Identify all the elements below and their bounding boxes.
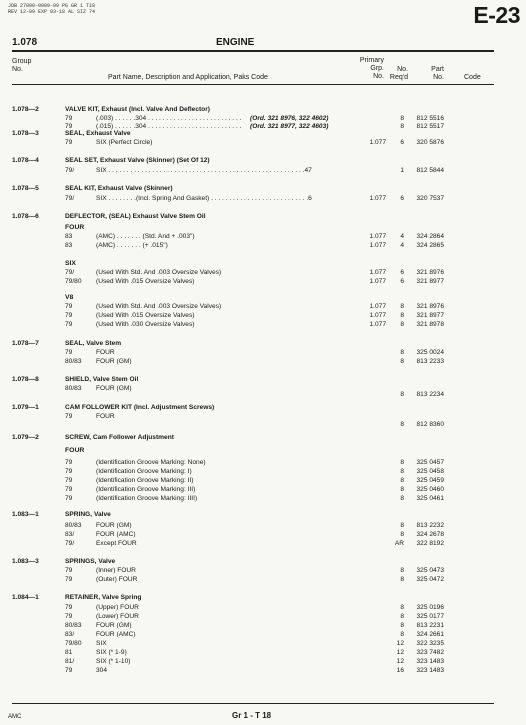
- part-number: 323 1483: [416, 658, 444, 665]
- part-row: [0, 485, 526, 494]
- model-year: 81/: [65, 658, 75, 665]
- part-title: VALVE KIT, Exhaust (Incl. Valve And Deflector): [65, 106, 210, 113]
- model-year: 79: [65, 413, 73, 420]
- header-rule: [12, 84, 494, 85]
- quantity-required: 12: [396, 658, 404, 665]
- group-number: 1.078—3: [12, 130, 39, 137]
- part-description: (Identification Groove Marking: None): [96, 459, 206, 466]
- part-number: 812 5517: [416, 123, 444, 130]
- part-number: 325 0196: [416, 604, 444, 611]
- part-description: (AMC) . . . . . . . (+ .015"): [96, 242, 168, 249]
- part-description: FOUR (GM): [96, 622, 132, 629]
- part-number: 324 2678: [416, 531, 444, 538]
- group-number: 1.078—5: [12, 185, 39, 192]
- group-number: 1.078—4: [12, 157, 39, 164]
- part-title: SEAL SET, Exhaust Valve (Skinner) (Set Of 12): [65, 157, 210, 164]
- part-number: 323 7482: [416, 649, 444, 656]
- group-row: [0, 339, 526, 348]
- part-description: (Outer) FOUR: [96, 576, 138, 583]
- part-description: SIX . . . . . . . .(Incl. Spring And Gasket) . . . . . . . . . . . . . . . . . . . . . . . . . . .6: [96, 195, 312, 202]
- model-year: 80/83: [65, 522, 82, 529]
- quantity-required: 8: [400, 459, 404, 466]
- quantity-required: 8: [400, 604, 404, 611]
- part-number: 324 2864: [416, 233, 444, 240]
- part-number: 813 2231: [416, 622, 444, 629]
- part-number: 323 1483: [416, 667, 444, 674]
- footer-page-ref: Gr 1 - T 18: [232, 711, 272, 720]
- part-description: Except FOUR: [96, 540, 137, 547]
- part-number: 325 0459: [416, 477, 444, 484]
- header-meta-line: REV 12-09 EXP 03-18 AL SIZ 74: [8, 9, 96, 15]
- header-meta: [8, 3, 95, 15]
- part-title: SPRING, Valve: [65, 511, 111, 518]
- part-row: [0, 603, 526, 612]
- quantity-required: 8: [400, 312, 404, 319]
- quantity-required: 8: [400, 531, 404, 538]
- quantity-required: 6: [400, 278, 404, 285]
- col-part-no-header: Part No.: [431, 66, 444, 81]
- part-number: 321 8976: [416, 269, 444, 276]
- group-row: [0, 557, 526, 566]
- part-number: 812 8360: [416, 421, 444, 428]
- part-description: FOUR (GM): [96, 385, 132, 392]
- group-number: 1.078—6: [12, 213, 39, 220]
- part-row: [0, 268, 526, 277]
- part-row: [0, 166, 526, 175]
- section-rule: [12, 50, 494, 52]
- part-description: (Used With Std. And .003 Oversize Valves): [96, 303, 222, 310]
- subhead-row: [0, 446, 526, 455]
- quantity-required: 8: [400, 391, 404, 398]
- order-note: (Ord. 321 8977, 322 4603): [250, 123, 329, 130]
- group-number: 1.078—8: [12, 376, 39, 383]
- quantity-required: 8: [400, 622, 404, 629]
- part-description: SIX (* 1-9): [96, 649, 127, 656]
- part-title: SCREW, Cam Follower Adjustment: [65, 434, 174, 441]
- subhead-row: [0, 293, 526, 302]
- part-row: [0, 348, 526, 357]
- model-year: 83/: [65, 531, 75, 538]
- part-title: SPRINGS, Valve: [65, 558, 116, 565]
- part-row: [0, 575, 526, 584]
- part-description: (.015) . . . . . .304 . . . . . . . . . . . . . . . . . . . . . . . . . .: [96, 123, 242, 130]
- group-number: 1.083—1: [12, 511, 39, 518]
- group-row: [0, 403, 526, 412]
- group-row: [0, 156, 526, 165]
- part-title: SEAL KIT, Exhaust Valve (Skinner): [65, 185, 173, 192]
- part-number: 325 0473: [416, 567, 444, 574]
- part-description: SIX (Perfect Circle): [96, 139, 153, 146]
- model-year: 79: [65, 567, 73, 574]
- model-year: 79/: [65, 195, 75, 202]
- primary-group-number: 1.077: [369, 278, 386, 285]
- group-number: 1.083—3: [12, 558, 39, 565]
- model-year: 79: [65, 123, 73, 130]
- quantity-required: 1: [400, 167, 404, 174]
- header-meta-line: JOB 27000-0089-09 PG GR 1 T18: [8, 3, 96, 9]
- quantity-required: 8: [400, 115, 404, 122]
- model-year: 83: [65, 233, 73, 240]
- subhead-row: [0, 223, 526, 232]
- part-description: (Lower) FOUR: [96, 613, 139, 620]
- quantity-required: 8: [400, 495, 404, 502]
- subhead-row: [0, 259, 526, 268]
- part-description: SIX: [96, 640, 107, 647]
- group-number: 1.078—2: [12, 106, 39, 113]
- part-row: [0, 539, 526, 548]
- model-year: 79/: [65, 167, 75, 174]
- quantity-required: 8: [400, 486, 404, 493]
- col-primary-header: Primary Grp. No.: [359, 57, 384, 80]
- page-code: E-23: [473, 2, 520, 28]
- part-row: [0, 666, 526, 675]
- engine-subheading: V8: [65, 294, 74, 301]
- part-row: [0, 320, 526, 329]
- quantity-required: 8: [400, 468, 404, 475]
- model-year: 80/83: [65, 622, 82, 629]
- model-year: 79: [65, 139, 73, 146]
- group-row: [0, 184, 526, 193]
- group-number: 1.079—1: [12, 404, 39, 411]
- group-number: 1.084—1: [12, 594, 39, 601]
- quantity-required: 4: [400, 233, 404, 240]
- part-number: 812 5516: [416, 115, 444, 122]
- model-year: 79: [65, 495, 73, 502]
- part-row: [0, 458, 526, 467]
- quantity-required: 8: [400, 349, 404, 356]
- model-year: 79/80: [65, 640, 82, 647]
- primary-group-number: 1.077: [369, 139, 386, 146]
- part-number: 321 8977: [416, 278, 444, 285]
- engine-subheading: FOUR: [65, 447, 85, 454]
- quantity-required: 8: [400, 576, 404, 583]
- part-description: SIX (* 1-10): [96, 658, 131, 665]
- part-number: 321 8977: [416, 312, 444, 319]
- part-number: 325 0461: [416, 495, 444, 502]
- part-row: [0, 232, 526, 241]
- part-description: FOUR: [96, 413, 115, 420]
- part-description: (.003) . . . . . .304 . . . . . . . . . . . . . . . . . . . . . . . . . .: [96, 115, 242, 122]
- model-year: 79: [65, 115, 73, 122]
- model-year: 83: [65, 242, 73, 249]
- part-number: 324 2865: [416, 242, 444, 249]
- primary-group-number: 1.077: [369, 195, 386, 202]
- primary-group-number: 1.077: [369, 269, 386, 276]
- model-year: 79: [65, 303, 73, 310]
- part-row: [0, 467, 526, 476]
- order-note: (Ord. 321 8976, 322 4602): [250, 115, 329, 122]
- part-row: [0, 138, 526, 147]
- primary-group-number: 1.077: [369, 312, 386, 319]
- part-number: 320 7537: [416, 195, 444, 202]
- part-description: (Identification Groove Marking: II): [96, 477, 194, 484]
- part-number: 325 0472: [416, 576, 444, 583]
- group-number: 1.079—2: [12, 434, 39, 441]
- model-year: 79: [65, 312, 73, 319]
- footer-rule: [12, 703, 494, 704]
- part-number: 325 0177: [416, 613, 444, 620]
- group-row: [0, 593, 526, 602]
- model-year: 79: [65, 486, 73, 493]
- part-description: (Used With .030 Oversize Valves): [96, 321, 195, 328]
- part-description: (Upper) FOUR: [96, 604, 139, 611]
- col-group-header: Group No.: [12, 58, 32, 73]
- part-description: (Identification Groove Marking: I): [96, 468, 192, 475]
- quantity-required: 12: [396, 640, 404, 647]
- part-number: 322 8192: [416, 540, 444, 547]
- part-description: (Inner) FOUR: [96, 567, 136, 574]
- part-number: 322 3235: [416, 640, 444, 647]
- engine-subheading: SIX: [65, 260, 76, 267]
- part-number: 325 0458: [416, 468, 444, 475]
- part-row: [0, 530, 526, 539]
- quantity-required: 8: [400, 321, 404, 328]
- quantity-required: 8: [400, 631, 404, 638]
- part-row: [0, 639, 526, 648]
- primary-group-number: 1.077: [369, 242, 386, 249]
- part-description: FOUR (AMC): [96, 631, 136, 638]
- quantity-required: 6: [400, 269, 404, 276]
- part-description: FOUR (GM): [96, 358, 132, 365]
- part-number: 813 2234: [416, 391, 444, 398]
- primary-group-number: 1.077: [369, 303, 386, 310]
- quantity-required: 8: [400, 123, 404, 130]
- part-description: (Used With Std. And .003 Oversize Valves): [96, 269, 222, 276]
- model-year: 83/: [65, 631, 75, 638]
- part-description: (AMC) . . . . . . . (Std. And + .003"): [96, 233, 195, 240]
- model-year: 79/: [65, 269, 75, 276]
- part-row: [0, 657, 526, 666]
- part-description: FOUR: [96, 349, 115, 356]
- part-row: [0, 494, 526, 503]
- part-row: [0, 476, 526, 485]
- quantity-required: 6: [400, 139, 404, 146]
- part-row: [0, 648, 526, 657]
- part-description: SIX . . . . . . . . . . . . . . . . . . . . . . . . . . . . . . . . . . . . . . . . . . . . . . . . . . . . . .47: [96, 167, 312, 174]
- col-part-name-header: Part Name, Description and Application, Paks Code: [108, 74, 268, 81]
- part-row: [0, 311, 526, 320]
- primary-group-number: 1.077: [369, 233, 386, 240]
- part-number: 812 5844: [416, 167, 444, 174]
- part-number: 813 2232: [416, 522, 444, 529]
- quantity-required: 16: [396, 667, 404, 674]
- model-year: 79/80: [65, 278, 82, 285]
- quantity-required: 8: [400, 477, 404, 484]
- quantity-required: 8: [400, 613, 404, 620]
- group-row: [0, 212, 526, 221]
- part-row: [0, 390, 526, 399]
- group-row: [0, 433, 526, 442]
- part-row: [0, 420, 526, 429]
- model-year: 81: [65, 649, 73, 656]
- part-row: [0, 241, 526, 250]
- col-req-header: No. Req'd: [389, 66, 408, 81]
- quantity-required: 8: [400, 421, 404, 428]
- quantity-required: 8: [400, 522, 404, 529]
- model-year: 79: [65, 613, 73, 620]
- part-number: 813 2233: [416, 358, 444, 365]
- part-description: (Used With .015 Oversize Valves): [96, 312, 195, 319]
- quantity-required: AR: [394, 540, 404, 547]
- part-row: [0, 621, 526, 630]
- group-row: [0, 375, 526, 384]
- model-year: 79: [65, 468, 73, 475]
- footer-brand: AMC: [8, 714, 22, 720]
- part-number: 320 5876: [416, 139, 444, 146]
- model-year: 79: [65, 477, 73, 484]
- part-number: 321 8976: [416, 303, 444, 310]
- part-row: [0, 630, 526, 639]
- model-year: 79: [65, 604, 73, 611]
- part-row: [0, 302, 526, 311]
- part-row: [0, 277, 526, 286]
- part-number: 321 8978: [416, 321, 444, 328]
- part-number: 325 0457: [416, 459, 444, 466]
- engine-subheading: FOUR: [65, 224, 85, 231]
- section-number: 1.078: [12, 37, 38, 48]
- part-title: DEFLECTOR, (SEAL) Exhaust Valve Stem Oil: [65, 213, 206, 220]
- part-description: 304: [96, 667, 108, 674]
- model-year: 79: [65, 321, 73, 328]
- model-year: 79: [65, 459, 73, 466]
- model-year: 79/: [65, 540, 75, 547]
- part-row: [0, 566, 526, 575]
- part-row: [0, 612, 526, 621]
- quantity-required: 8: [400, 358, 404, 365]
- part-description: FOUR (GM): [96, 522, 132, 529]
- group-row: [0, 129, 526, 138]
- part-title: SEAL, Valve Stem: [65, 340, 122, 347]
- part-title: RETAINER, Valve Spring: [65, 594, 142, 601]
- quantity-required: 8: [400, 303, 404, 310]
- group-row: [0, 510, 526, 519]
- quantity-required: 4: [400, 242, 404, 249]
- part-title: SHIELD, Valve Stem Oil: [65, 376, 139, 383]
- part-description: (Used With .015 Oversize Valves): [96, 278, 195, 285]
- part-number: 325 0024: [416, 349, 444, 356]
- model-year: 79: [65, 349, 73, 356]
- part-row: [0, 194, 526, 203]
- part-number: 324 2661: [416, 631, 444, 638]
- primary-group-number: 1.077: [369, 321, 386, 328]
- model-year: 79: [65, 667, 73, 674]
- part-number: 325 0460: [416, 486, 444, 493]
- group-row: [0, 105, 526, 114]
- quantity-required: 8: [400, 567, 404, 574]
- part-row: [0, 357, 526, 366]
- model-year: 80/83: [65, 358, 82, 365]
- part-title: CAM FOLLOWER KIT (Incl. Adjustment Screws): [65, 404, 215, 411]
- part-description: (Identification Groove Marking: III): [96, 486, 196, 493]
- quantity-required: 12: [396, 649, 404, 656]
- group-number: 1.078—7: [12, 340, 39, 347]
- model-year: 79: [65, 576, 73, 583]
- part-row: [0, 521, 526, 530]
- model-year: 80/83: [65, 385, 82, 392]
- quantity-required: 6: [400, 195, 404, 202]
- part-title: SEAL, Exhaust Valve: [65, 130, 131, 137]
- col-code-header: Code: [464, 74, 481, 81]
- part-description: (Identification Groove Marking: IIII): [96, 495, 198, 502]
- section-title: ENGINE: [216, 37, 255, 48]
- part-description: FOUR (AMC): [96, 531, 136, 538]
